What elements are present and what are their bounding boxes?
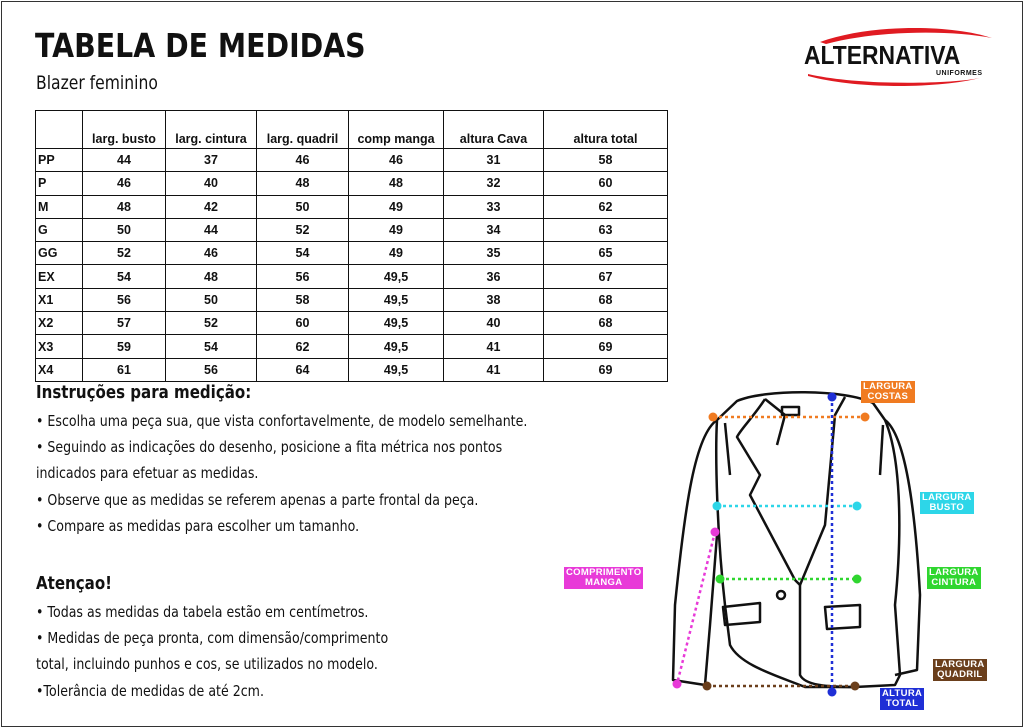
value-cell: 68 bbox=[544, 288, 668, 311]
value-cell: 68 bbox=[544, 312, 668, 335]
table-row bbox=[36, 172, 668, 195]
table-row bbox=[36, 149, 668, 172]
size-cell: M bbox=[36, 195, 83, 218]
value-cell: 49,5 bbox=[349, 265, 444, 288]
value-cell: 54 bbox=[166, 335, 257, 358]
value-cell: 56 bbox=[166, 358, 257, 381]
instructions-title: Instruções para medição: bbox=[36, 383, 252, 403]
value-cell: 48 bbox=[349, 172, 444, 195]
attention-line: • Medidas de peça pronta, com dimensão/comprimento bbox=[36, 629, 389, 647]
value-cell: 67 bbox=[544, 265, 668, 288]
value-cell: 32 bbox=[444, 172, 544, 195]
instruction-line: • Escolha uma peça sua, que vista confortavelmente, de modelo semelhante. bbox=[36, 412, 528, 430]
value-cell: 38 bbox=[444, 288, 544, 311]
attention-line: •Tolerância de medidas de até 2cm. bbox=[36, 682, 264, 700]
value-cell: 41 bbox=[444, 335, 544, 358]
value-cell: 54 bbox=[257, 242, 349, 265]
size-table bbox=[35, 110, 668, 382]
table-row bbox=[36, 195, 668, 218]
label-largura-costas bbox=[861, 381, 915, 403]
header-cell: larg. quadril bbox=[257, 111, 349, 149]
label-line: MANGA bbox=[585, 577, 623, 588]
value-cell: 60 bbox=[544, 172, 668, 195]
label-largura-quadril bbox=[933, 659, 987, 681]
label-line: COSTAS bbox=[867, 391, 909, 402]
brand-logo bbox=[800, 26, 1000, 86]
value-cell: 62 bbox=[257, 335, 349, 358]
value-cell: 50 bbox=[83, 218, 166, 241]
value-cell: 52 bbox=[166, 312, 257, 335]
label-line: ALTURA bbox=[882, 688, 923, 699]
value-cell: 69 bbox=[544, 335, 668, 358]
table-row bbox=[36, 242, 668, 265]
size-cell: EX bbox=[36, 265, 83, 288]
header-cell bbox=[36, 111, 83, 149]
size-cell: X1 bbox=[36, 288, 83, 311]
size-cell: X3 bbox=[36, 335, 83, 358]
value-cell: 65 bbox=[544, 242, 668, 265]
label-line: COMPRIMENTO bbox=[566, 567, 642, 578]
instruction-line: indicados para efetuar as medidas. bbox=[36, 464, 259, 482]
blazer-diagram bbox=[555, 375, 1000, 720]
label-line: LARGURA bbox=[863, 381, 913, 392]
instruction-line: • Compare as medidas para escolher um tamanho. bbox=[36, 517, 360, 535]
header-cell: larg. busto bbox=[83, 111, 166, 149]
value-cell: 62 bbox=[544, 195, 668, 218]
value-cell: 69 bbox=[544, 358, 668, 381]
size-cell: X2 bbox=[36, 312, 83, 335]
table-row bbox=[36, 335, 668, 358]
label-line: LARGURA bbox=[935, 659, 985, 670]
value-cell: 50 bbox=[166, 288, 257, 311]
value-cell: 44 bbox=[83, 149, 166, 172]
label-line: BUSTO bbox=[929, 502, 965, 513]
size-cell: X4 bbox=[36, 358, 83, 381]
size-cell: GG bbox=[36, 242, 83, 265]
value-cell: 52 bbox=[257, 218, 349, 241]
value-cell: 49,5 bbox=[349, 288, 444, 311]
value-cell: 44 bbox=[166, 218, 257, 241]
label-line: LARGURA bbox=[922, 492, 972, 503]
table-row bbox=[36, 312, 668, 335]
page-title: TABELA DE MEDIDAS bbox=[35, 26, 366, 65]
page-subtitle: Blazer feminino bbox=[36, 72, 158, 94]
value-cell: 46 bbox=[257, 149, 349, 172]
value-cell: 58 bbox=[257, 288, 349, 311]
value-cell: 49 bbox=[349, 195, 444, 218]
value-cell: 37 bbox=[166, 149, 257, 172]
value-cell: 58 bbox=[544, 149, 668, 172]
header-cell: comp manga bbox=[349, 111, 444, 149]
attention-line: • Todas as medidas da tabela estão em centímetros. bbox=[36, 603, 369, 621]
logo-sub: UNIFORMES bbox=[936, 70, 983, 77]
table-row bbox=[36, 288, 668, 311]
value-cell: 46 bbox=[349, 149, 444, 172]
header-cell: larg. cintura bbox=[166, 111, 257, 149]
value-cell: 46 bbox=[166, 242, 257, 265]
label-line: TOTAL bbox=[885, 698, 919, 709]
header-cell: altura Cava bbox=[444, 111, 544, 149]
value-cell: 60 bbox=[257, 312, 349, 335]
value-cell: 56 bbox=[83, 288, 166, 311]
attention-line: total, incluindo punhos e cos, se utilizados no modelo. bbox=[36, 655, 378, 673]
value-cell: 35 bbox=[444, 242, 544, 265]
value-cell: 49,5 bbox=[349, 335, 444, 358]
value-cell: 48 bbox=[166, 265, 257, 288]
table-header-row bbox=[36, 111, 668, 149]
size-cell: PP bbox=[36, 149, 83, 172]
value-cell: 49,5 bbox=[349, 358, 444, 381]
value-cell: 48 bbox=[257, 172, 349, 195]
header-cell: altura total bbox=[544, 111, 668, 149]
value-cell: 64 bbox=[257, 358, 349, 381]
value-cell: 36 bbox=[444, 265, 544, 288]
value-cell: 48 bbox=[83, 195, 166, 218]
table-row bbox=[36, 218, 668, 241]
instruction-line: • Observe que as medidas se referem apenas a parte frontal da peça. bbox=[36, 491, 479, 509]
size-cell: G bbox=[36, 218, 83, 241]
label-line: CINTURA bbox=[931, 577, 977, 588]
size-cell: P bbox=[36, 172, 83, 195]
value-cell: 56 bbox=[257, 265, 349, 288]
instruction-line: • Seguindo as indicações do desenho, posicione a fita métrica nos pontos bbox=[36, 438, 503, 456]
label-line: QUADRIL bbox=[937, 669, 983, 680]
value-cell: 59 bbox=[83, 335, 166, 358]
value-cell: 40 bbox=[166, 172, 257, 195]
value-cell: 40 bbox=[444, 312, 544, 335]
value-cell: 34 bbox=[444, 218, 544, 241]
value-cell: 61 bbox=[83, 358, 166, 381]
value-cell: 46 bbox=[83, 172, 166, 195]
value-cell: 49 bbox=[349, 218, 444, 241]
value-cell: 31 bbox=[444, 149, 544, 172]
label-comprimento-manga bbox=[564, 567, 643, 589]
value-cell: 63 bbox=[544, 218, 668, 241]
value-cell: 41 bbox=[444, 358, 544, 381]
label-line: LARGURA bbox=[929, 567, 979, 578]
value-cell: 57 bbox=[83, 312, 166, 335]
label-largura-busto bbox=[920, 492, 974, 514]
table-row bbox=[36, 265, 668, 288]
value-cell: 49,5 bbox=[349, 312, 444, 335]
value-cell: 33 bbox=[444, 195, 544, 218]
value-cell: 42 bbox=[166, 195, 257, 218]
value-cell: 52 bbox=[83, 242, 166, 265]
logo-name: ALTERNATIVA bbox=[804, 40, 961, 70]
attention-title: Atençao! bbox=[36, 574, 113, 594]
value-cell: 49 bbox=[349, 242, 444, 265]
value-cell: 50 bbox=[257, 195, 349, 218]
label-largura-cintura bbox=[927, 567, 981, 589]
value-cell: 54 bbox=[83, 265, 166, 288]
label-altura-total bbox=[880, 688, 924, 710]
